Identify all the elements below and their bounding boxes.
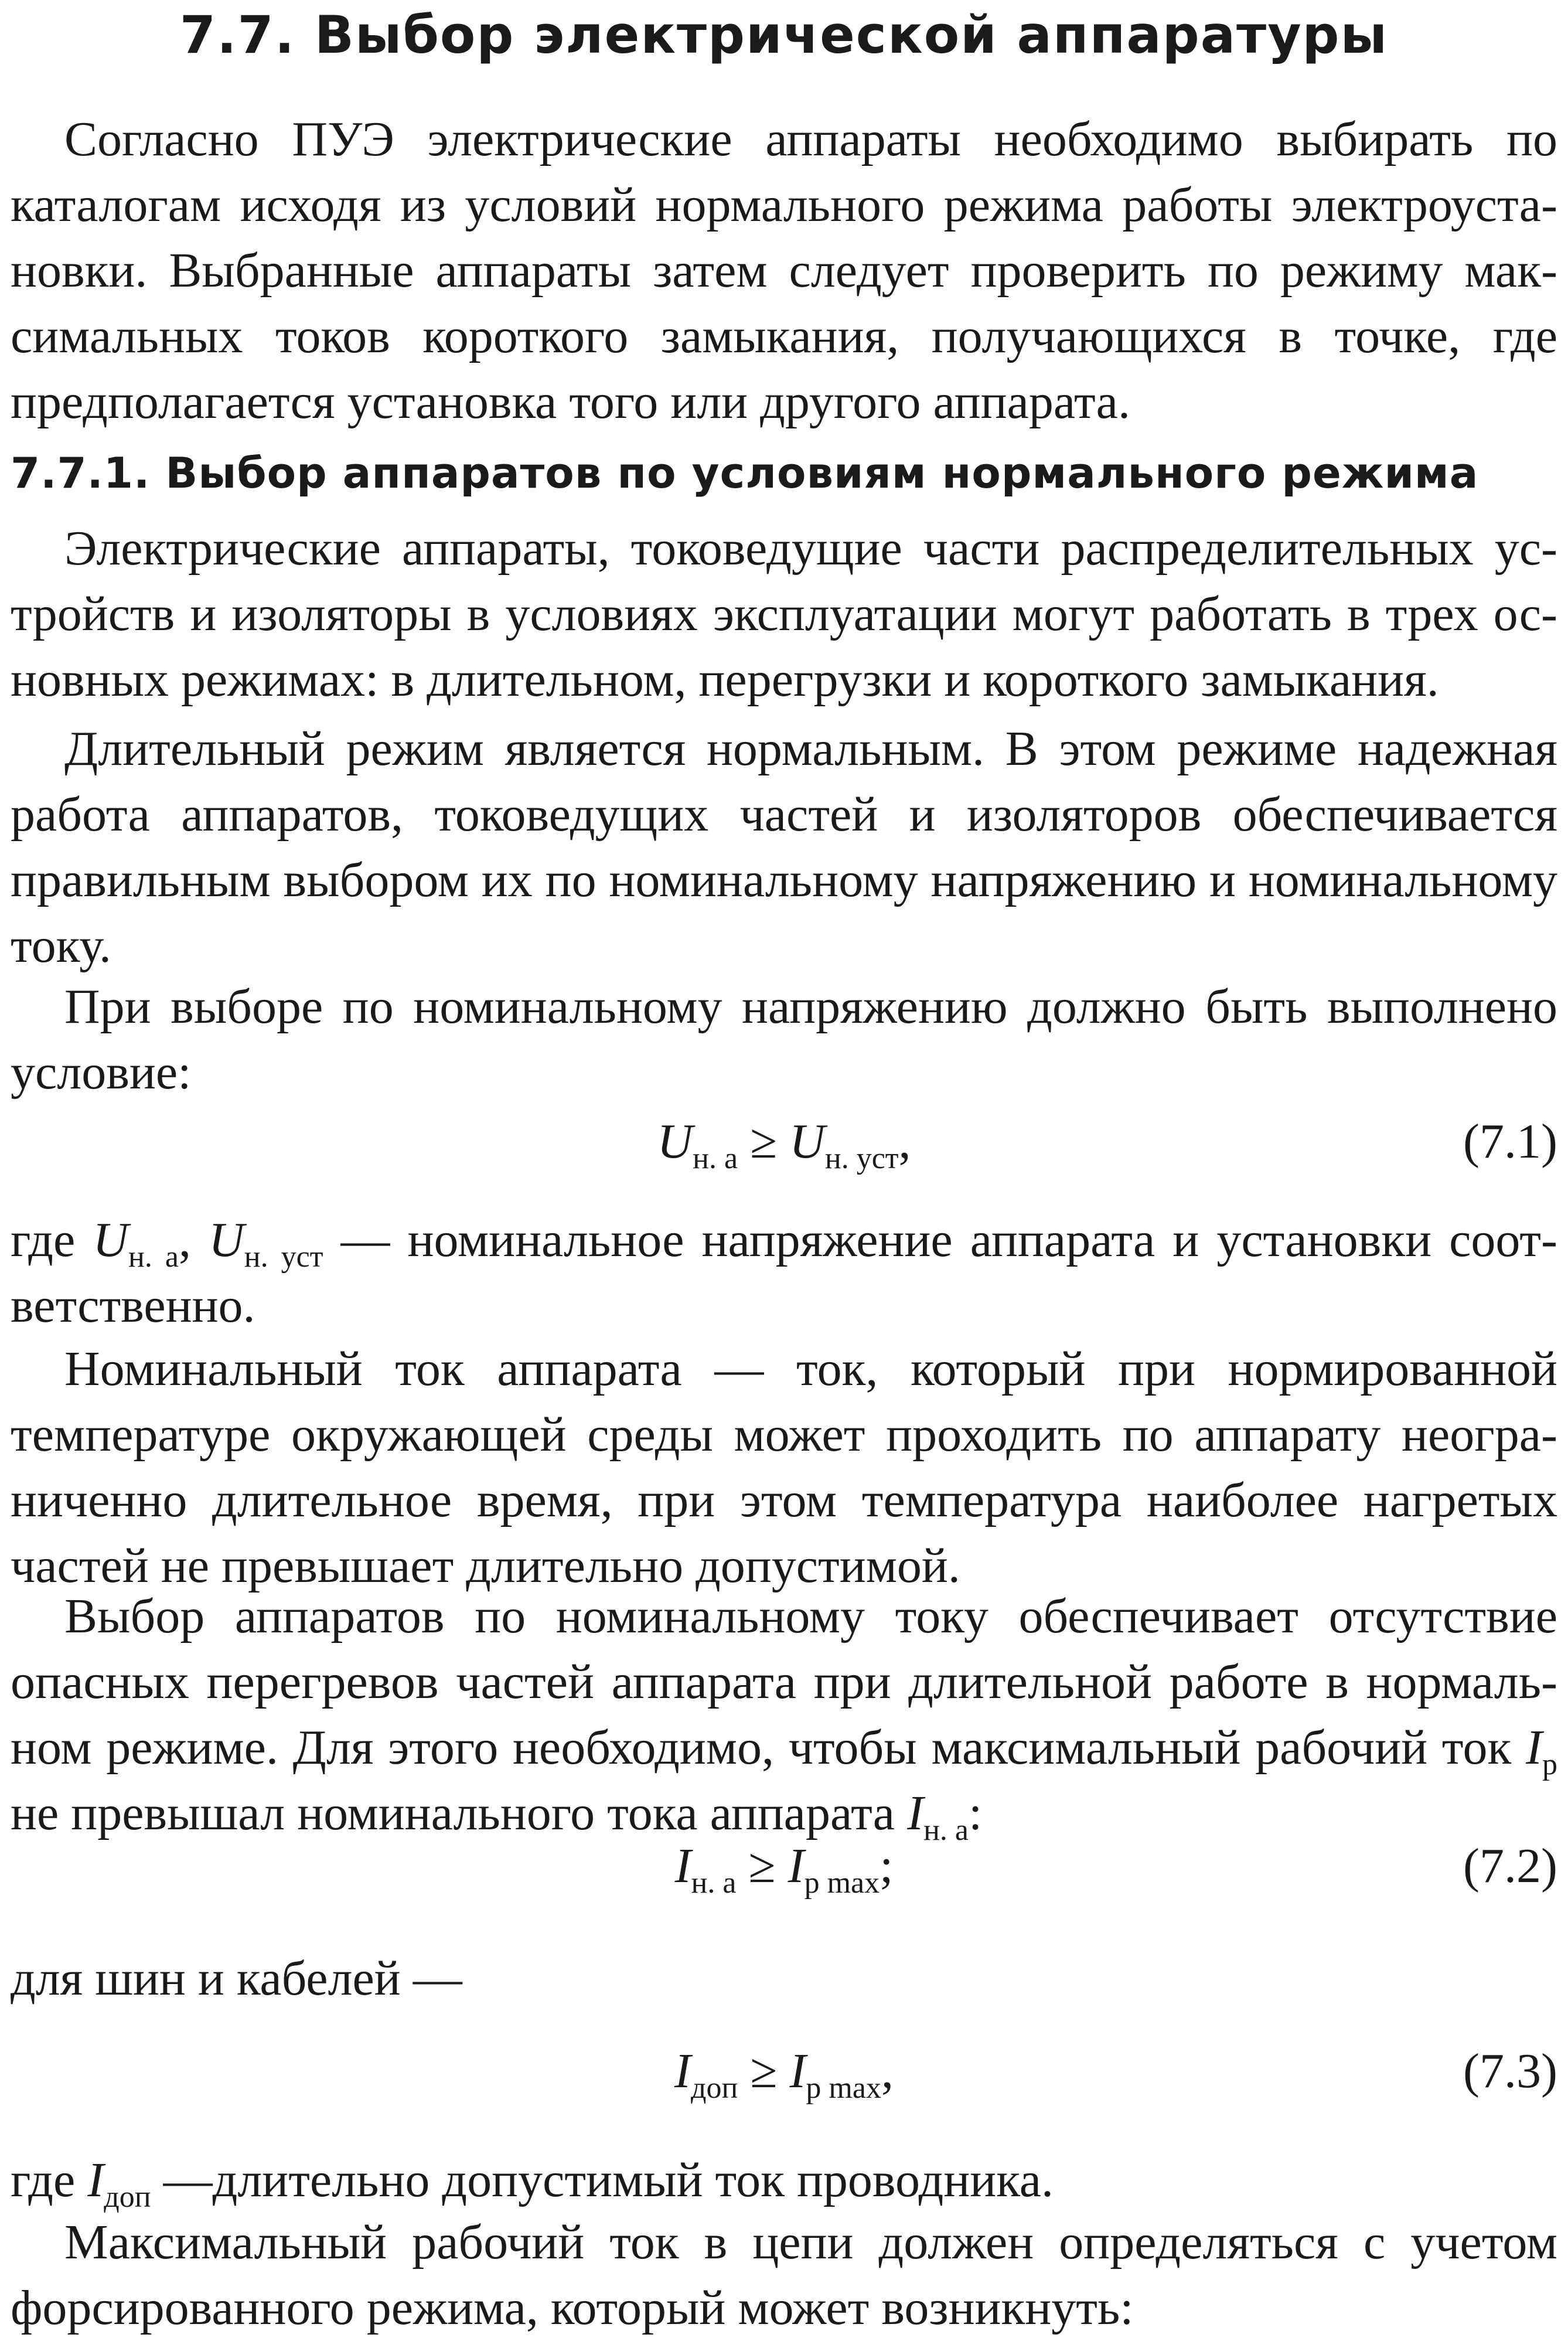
equation-7-1-formula: $U_{н. а} \ge U_{н. уст}$,	[657, 1114, 911, 1175]
equation-7-3-number: (7.3)	[1463, 2044, 1557, 2098]
equation-7-3-formula: $I_{доп} \ge I_{р max}$,	[674, 2044, 894, 2105]
paragraph-continuous-mode: Длительный режим является нормальным. В этом режиме надежная работа аппаратов, токоведущих частей и изоляторов обеспечивается правильным выбором их по номинальному напряжению и номинальному току.	[11, 722, 1557, 973]
paragraph-max-current: Максимальный рабочий ток в цепи должен определяться с учетом форсированного режима, который может возникнуть:	[11, 2215, 1557, 2335]
section-heading: 7.7. Выбор электрической аппаратуры	[179, 5, 1389, 65]
paragraph-where-voltage: где $U_{н. а}$, $U_{н. уст}$ — номинальное напряжение аппарата и установки соответственно.	[11, 1213, 1557, 1333]
paragraph-operating-modes: Электрические аппараты, токоведущие части распределительных устройств и изоляторы в условиях эксплуатации могут работать в трех основных режимах: в длительном, перегрузки и короткого замыкания.	[11, 521, 1557, 707]
equation-7-1	[11, 1109, 1557, 1175]
equation-7-3	[11, 2039, 1557, 2104]
paragraph-where-current: где $I_{доп}$ —длительно допустимый ток проводника.	[11, 2153, 1054, 2214]
equation-7-2-number: (7.2)	[1463, 1839, 1557, 1893]
paragraph-buses-cables: для шин и кабелей —	[11, 1951, 462, 2006]
paragraph-voltage-condition: При выборе по номинальному напряжению должно быть выполнено условие:	[11, 979, 1557, 1100]
intro-paragraph: Согласно ПУЭ электрические аппараты необходимо выбирать по каталогам исходя из условий нормального режима работы электроустановки. Выбранные аппараты затем следует проверить по режиму максимальных токов короткого замыкания, получающихся в точке, где предполагается установка того или другого аппарата.	[11, 112, 1557, 429]
subsection-heading: 7.7.1. Выбор аппаратов по условиям нормального режима	[11, 448, 1479, 498]
equation-7-1-number: (7.1)	[1463, 1114, 1557, 1169]
equation-7-2	[11, 1833, 1557, 1899]
equation-7-2-formula: $I_{н. а} \ge I_{р max}$;	[674, 1839, 894, 1900]
paragraph-current-selection: Выбор аппаратов по номинальному току обеспечивает отсутствие опасных перегревов частей аппарата при длительной работе в нормальном режиме. Для этого необходимо, чтобы максимальный рабочий ток $I_р$ не превышал номинального тока аппарата $I_{н. а}$:	[11, 1589, 1557, 1847]
paragraph-rated-current: Номинальный ток аппарата — ток, который при нормированной температуре окружающей среды может проходить по аппарату неограниченно длительное время, при этом температура наиболее нагретых частей не превышает длительно допустимой.	[11, 1342, 1557, 1593]
